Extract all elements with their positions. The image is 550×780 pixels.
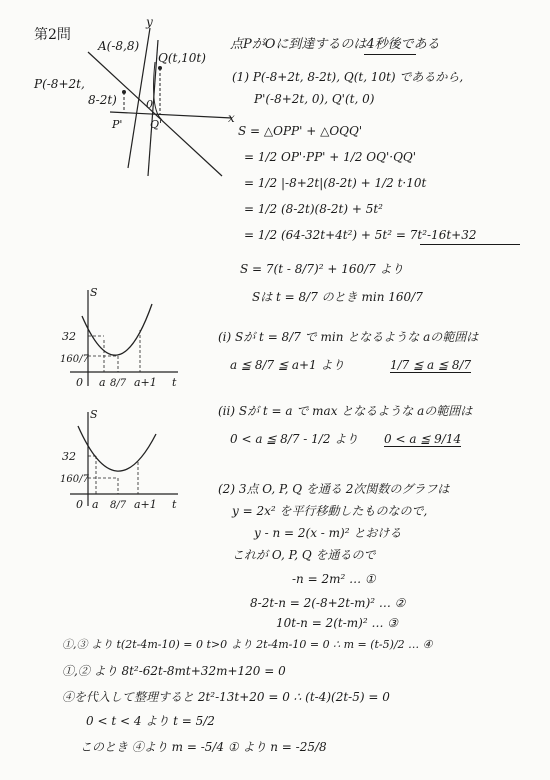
part1-line1: (1) P(-8+2t, 8-2t), Q(t, 10t) であるから, [232,70,464,84]
sub-ii-line2: 0 < a ≦ 8/7 - 1/2 より [230,432,359,446]
g3-xlabel-87: 8/7 [110,500,127,511]
intro-text: 点PがOに到達するのは4秒後である [230,37,440,52]
g3-tick-32: 32 [62,450,76,463]
label-Qp: Q' [150,118,163,131]
graph1-y-label: y [146,15,153,29]
part2-line4: これが O, P, Q を通るので [232,548,376,562]
g3-tick-160-7: 160/7 [60,474,89,485]
label-Pp: P' [112,118,123,131]
part2-line8: ①,③ より t(2t-4m-10) = 0 t>0 より 2t-4m-10 = 0 ∴ m = (t-5)/2 … ④ [62,638,433,651]
part2-line12: このとき ④より m = -5/4 ① より n = -25/8 [80,740,327,754]
g3-xlabel-a: a [92,498,99,511]
label-A: A(-8,8) [98,39,140,53]
label-P2: 8-2t) [88,93,117,107]
part2-line3: y - n = 2(x - m)² とおける [254,526,402,540]
g2-xlabel-87: 8/7 [110,378,127,389]
part1-line8: S = 7(t - 8/7)² + 160/7 より [240,262,404,276]
sub-i-line2: a ≦ 8/7 ≦ a+1 より [230,358,345,372]
part2-line1: (2) 3点 O, P, Q を通る 2次関数のグラフは [218,482,450,496]
graph1-origin: 0 [146,98,153,111]
s-curve [78,426,156,471]
part1-line3: S = △OPP' + △OQQ' [238,124,363,138]
g3-xlabel-a1: a+1 [134,498,157,511]
sub-i-line1: (i) Sが t = 8/7 で min となるような aの範囲は [218,330,479,344]
part1-line6: = 1/2 (8-2t)(8-2t) + 5t² [244,202,383,216]
problem-label: 第2問 [34,27,71,43]
part1-line4: = 1/2 OP'·PP' + 1/2 OQ'·QQ' [244,150,417,164]
label-P: P(-8+2t, [34,77,85,91]
sub-i-answer: 1/7 ≦ a ≦ 8/7 [390,358,472,372]
part1-line2: P'(-8+2t, 0), Q'(t, 0) [254,92,375,106]
part1-line7: = 1/2 (64-32t+4t²) + 5t² = 7t²-16t+32 [244,228,477,242]
g2-xlabel-a: a [99,376,106,389]
part2-line2: y = 2x² を平行移動したものなので, [232,504,428,518]
part2-line9: ①,② より 8t²-62t-8mt+32m+120 = 0 [62,664,286,678]
g3-axis-t: t [172,498,177,511]
part1-line9: Sは t = 8/7 のとき min 160/7 [252,290,423,304]
g3-axis-s: S [90,408,98,421]
part2-eq3: 10t-n = 2(t-m)² … ③ [276,616,399,630]
label-Q: Q(t,10t) [158,51,206,65]
part2-line10: ④を代入して整理すると 2t²-13t+20 = 0 ∴ (t-4)(2t-5) = 0 [62,690,390,704]
part2-eq2: 8-2t-n = 2(-8+2t-m)² … ② [250,596,406,610]
g2-xlabel-0: 0 [76,376,83,389]
graph1-x-label: x [228,111,235,125]
g2-tick-32: 32 [62,330,76,343]
part1-line5: = 1/2 |-8+2t|(8-2t) + 1/2 t·10t [244,176,427,190]
g3-xlabel-0: 0 [76,498,83,511]
sub-ii-line1: (ii) Sが t = a で max となるような aの範囲は [218,404,473,418]
g2-xlabel-a1: a+1 [134,376,157,389]
part2-line11: 0 < t < 4 より t = 5/2 [86,714,215,728]
g2-tick-160-7: 160/7 [60,354,89,365]
sub-ii-answer: 0 < a ≦ 9/14 [384,432,462,446]
g2-axis-t: t [172,376,177,389]
g2-axis-s: S [90,286,98,299]
part2-eq1: -n = 2m² … ① [292,572,376,586]
